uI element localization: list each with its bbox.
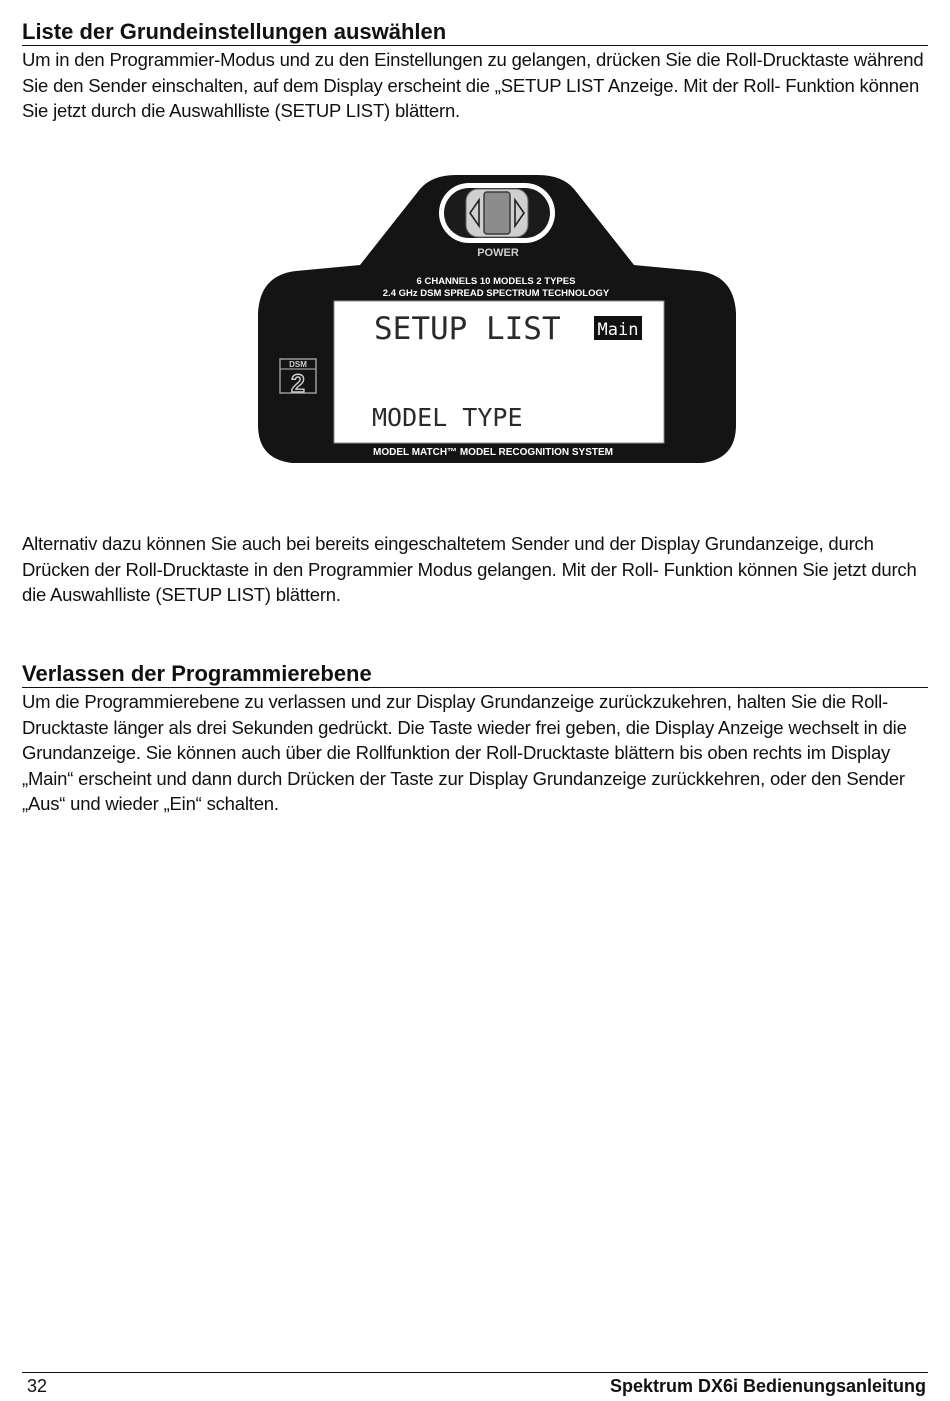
alternative-paragraph: Alternativ dazu können Sie auch bei bereits eingeschaltetem Sender und der Display Grundanzeige, durch Drücken der Roll-Drucktaste in den Programmier Modus gelangen. Mit der Roll- Funktion können Sie jetzt durch die Auswahlliste (SETUP LIST) blättern.: [22, 533, 917, 605]
power-label: POWER: [477, 247, 519, 259]
transmitter-display-illustration: [256, 173, 738, 469]
spec-line-2: 2.4 GHz DSM SPREAD SPECTRUM TECHNOLOGY: [382, 288, 610, 299]
model-match-label: MODEL MATCH™ MODEL RECOGNITION SYSTEM: [372, 447, 614, 458]
footer-title: Spektrum DX6i Bedienungsanleitung: [609, 1376, 926, 1396]
page-number: 32: [27, 1376, 48, 1396]
section-heading-setup-list: Liste der Grundeinstellungen auswählen: [22, 19, 928, 46]
dsm2-logo-icon: [280, 359, 316, 398]
footer-divider: [22, 1372, 928, 1373]
section-paragraph-exit: Um die Programmierebene zu verlassen und zur Display Grundanzeige zurückzukehren, halten Sie die Roll-Drucktaste länger als drei Sekunden gedrückt. Die Taste wieder frei geben, die Display Anzeige wechselt in die Grundanzeige. Sie können auch über die Rollfunktion der Roll-Drucktaste blättern bis oben rechts im Display „Main“ erscheint und dann durch Drücken der Taste zur Display Grundanzeige zurückkehren, oder den Sender „Aus“ und wieder „Ein“ schalten.: [22, 691, 907, 814]
dsm-logo-text: DSM: [289, 360, 307, 369]
lcd-menu-item: MODEL TYPE: [372, 403, 523, 432]
lcd-main-badge-text: Main: [597, 320, 639, 340]
section-heading-exit: Verlassen der Programmierebene: [22, 661, 928, 688]
roll-button-icon: [439, 183, 555, 243]
lcd-title: SETUP LIST: [374, 311, 561, 347]
section-paragraph-setup-list: Um in den Programmier-Modus und zu den Einstellungen zu gelangen, drücken Sie die Roll-Drucktaste während Sie den Sender einschalten, auf dem Display erscheint die „SETUP LIST Anzeige. Mit der Roll- Funktion können Sie jetzt durch die Auswahlliste (SETUP LIST) blättern.: [22, 49, 924, 121]
spec-line-1: 6 CHANNELS 10 MODELS 2 TYPES: [416, 276, 576, 287]
dsm-logo-number: 2: [291, 370, 305, 398]
